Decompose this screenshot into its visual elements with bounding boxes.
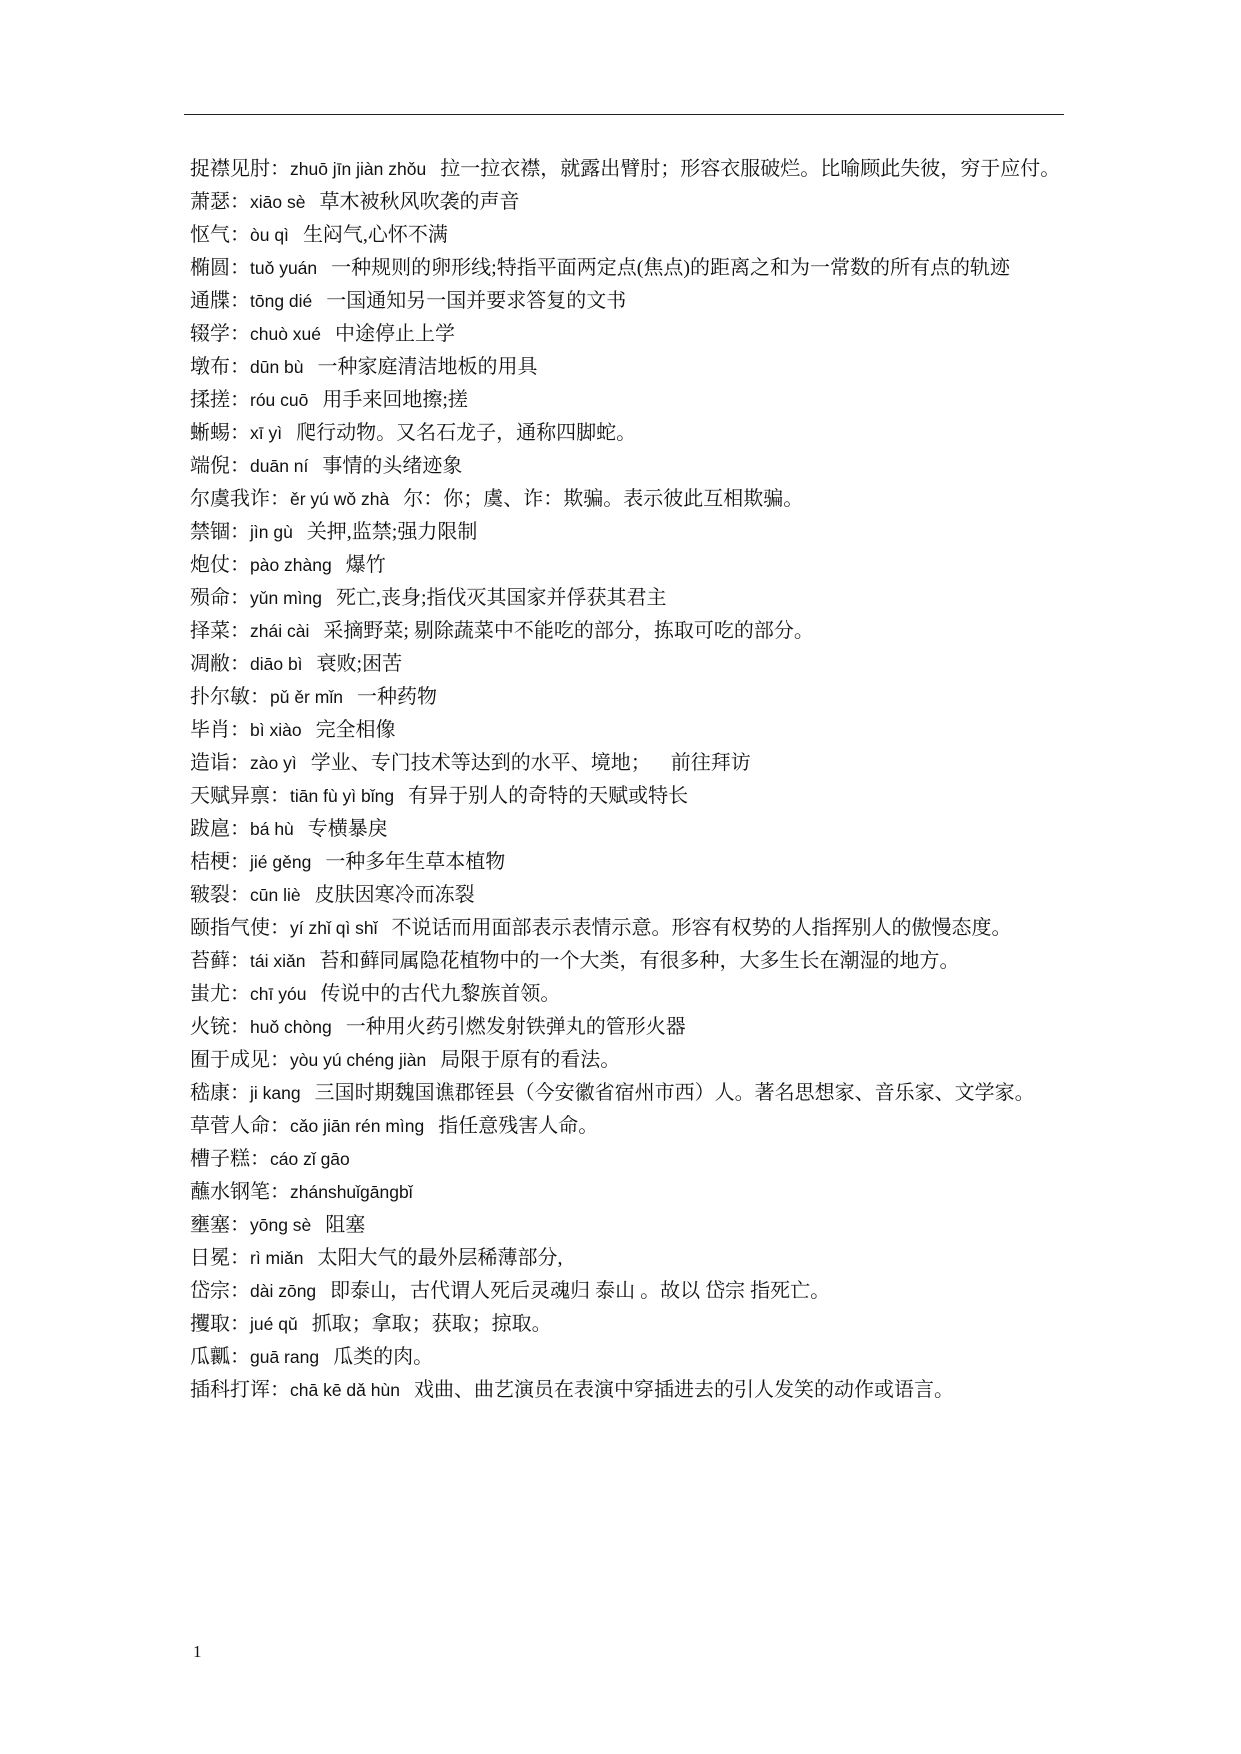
entry-term: 苔藓： [190,950,250,972]
entry-pinyin: cáo zǐ gāo [270,1149,350,1169]
entry-pinyin: róu cuō [250,390,309,410]
entry-pinyin: chī yóu [250,984,307,1004]
glossary-entry [190,1176,1064,1209]
entry-pinyin: òu qì [250,225,289,245]
entry-definition: 一种规则的卵形线;特指平面两定点(焦点)的距离之和为一常数的所有点的轨迹 [331,257,1011,279]
entry-pinyin: pǔ ěr mǐn [270,687,343,707]
entry-pinyin: yòu yú chéng jiàn [290,1050,427,1070]
entry-pinyin: ji kang [250,1083,301,1103]
entry-definition: 完全相像 [315,719,396,741]
glossary-entry [190,1011,1064,1044]
page-number: 1 [193,1642,202,1661]
entry-term: 择菜： [190,620,250,642]
entry-pinyin: chuò xué [250,324,322,344]
entry-term: 捉襟见肘： [190,158,290,180]
entry-term: 辍学： [190,323,250,345]
glossary-entry [190,714,1064,747]
glossary-entry [190,846,1064,879]
glossary-entry [190,219,1064,252]
entry-definition: 不说话而用面部表示表情示意。形容有权势的人指挥别人的傲慢态度。 [391,917,1012,939]
entry-pinyin: yí zhǐ qì shǐ [290,918,378,938]
entry-pinyin: jué qǔ [250,1314,298,1334]
entry-term: 椭圆： [190,257,250,279]
entry-term: 扑尔敏： [190,686,270,708]
entry-definition: 衰败;困苦 [316,653,403,675]
glossary-entry [190,417,1064,450]
glossary-entry [190,318,1064,351]
entry-term: 毕肖： [190,719,250,741]
entry-definition: 中途停止上学 [335,323,456,345]
glossary-entry [190,1275,1064,1308]
entry-term: 插科打诨： [190,1379,290,1401]
entry-term: 槽子糕： [190,1148,270,1170]
entry-definition: 专横暴戾 [307,818,388,840]
entry-definition: 关押,监禁;强力限制 [306,521,478,543]
glossary-entry [190,153,1064,186]
glossary-entry [190,648,1064,681]
glossary-entry [190,1209,1064,1242]
entry-pinyin: yǔn mìng [250,588,322,608]
entry-definition: 拉一拉衣襟，就露出臂肘；形容衣服破烂。比喻顾此失彼，穷于应付。 [440,158,1061,180]
entry-term: 跋扈： [190,818,250,840]
entry-definition: 一种家庭清洁地板的用具 [317,356,538,378]
glossary-entry [190,582,1064,615]
entry-term: 囿于成见： [190,1049,290,1071]
entry-pinyin: tái xiǎn [250,951,306,971]
entry-definition: 瓜类的肉。 [333,1346,434,1368]
entry-definition: 皮肤因寒冷而冻裂 [314,884,475,906]
glossary-entry [190,1242,1064,1275]
entry-pinyin: dài zōng [250,1281,317,1301]
entry-term: 壅塞： [190,1214,250,1236]
entry-definition: 尔：你；虞、诈：欺骗。表示彼此互相欺骗。 [403,488,804,510]
entry-pinyin: rì miǎn [250,1248,304,1268]
glossary-entry [190,615,1064,648]
glossary-entry [190,483,1064,516]
entry-term: 炮仗： [190,554,250,576]
entry-definition: 指任意残害人命。 [438,1115,599,1137]
glossary-entry [190,285,1064,318]
entry-definition: 一国通知另一国并要求答复的文书 [326,290,627,312]
glossary-entry [190,1044,1064,1077]
entry-definition: 死亡,丧身;指伐灭其国家并俘获其君主 [335,587,667,609]
entry-term: 尔虞我诈： [190,488,290,510]
entry-pinyin: duān ní [250,456,309,476]
entry-term: 颐指气使： [190,917,290,939]
entry-pinyin: zhái cài [250,621,310,641]
glossary-entry [190,945,1064,978]
entry-term: 岱宗： [190,1280,250,1302]
entry-definition: 即泰山，古代谓人死后灵魂归 泰山 。故以 岱宗 指死亡。 [330,1280,831,1302]
glossary-entry [190,1143,1064,1176]
entry-term: 皲裂： [190,884,250,906]
entry-term: 瓜瓤： [190,1346,250,1368]
glossary-entry [190,351,1064,384]
glossary-entry [190,879,1064,912]
entry-definition: 有异于别人的奇特的天赋或特长 [408,785,689,807]
entry-definition: 局限于原有的看法。 [440,1049,621,1071]
entry-definition: 抓取；拿取；获取；掠取。 [311,1313,552,1335]
glossary-entry [190,747,1064,780]
entry-definition: 传说中的古代九黎族首领。 [320,983,561,1005]
entry-pinyin: guā rang [250,1347,320,1367]
entry-definition: 生闷气,心怀不满 [302,224,448,246]
glossary-entry [190,912,1064,945]
entry-pinyin: zào yì [250,753,297,773]
entry-pinyin: bá hù [250,819,294,839]
glossary-entry [190,681,1064,714]
entry-definition: 采摘野菜; 剔除蔬菜中不能吃的部分，拣取可吃的部分。 [323,620,814,642]
glossary-entry [190,813,1064,846]
glossary-entry [190,780,1064,813]
entry-term: 草菅人命： [190,1115,290,1137]
entry-pinyin: zhánshuǐgāngbǐ [290,1182,413,1202]
entry-pinyin: chā kē dǎ hùn [290,1380,400,1400]
glossary-entry [190,978,1064,1011]
entry-definition: 事情的头绪迹象 [322,455,463,477]
entry-pinyin: diāo bì [250,654,303,674]
entry-pinyin: ěr yú wǒ zhà [290,489,390,509]
entry-term: 造诣： [190,752,250,774]
glossary-entry [190,549,1064,582]
entry-term: 通牒： [190,290,250,312]
entry-term: 嵇康： [190,1082,250,1104]
entry-definition: 一种多年生草本植物 [325,851,506,873]
entry-pinyin: yōng sè [250,1215,312,1235]
entry-term: 萧瑟： [190,191,250,213]
entry-definition: 用手来回地擦;搓 [322,389,468,411]
entry-pinyin: cūn liè [250,885,301,905]
entry-term: 殒命： [190,587,250,609]
entry-definition: 一种药物 [356,686,437,708]
entry-pinyin: jié gěng [250,852,312,872]
entry-pinyin: xiāo sè [250,192,306,212]
entry-definition: 三国时期魏国谯郡铚县（今安徽省宿州市西）人。著名思想家、音乐家、文学家。 [314,1082,1035,1104]
entry-term: 墩布： [190,356,250,378]
entry-term: 蚩尤： [190,983,250,1005]
entry-pinyin: zhuō jīn jiàn zhǒu [290,159,427,179]
entry-definition: 一种用火药引燃发射铁弹丸的管形火器 [345,1016,686,1038]
entry-term: 天赋异禀： [190,785,290,807]
entry-pinyin: cǎo jiān rén mìng [290,1116,425,1136]
glossary-entry [190,1374,1064,1407]
entry-term: 桔梗： [190,851,250,873]
entry-pinyin: bì xiào [250,720,302,740]
entry-term: 蜥蜴： [190,422,250,444]
entry-term: 攫取： [190,1313,250,1335]
glossary-entry [190,1308,1064,1341]
entry-pinyin: tuǒ yuán [250,258,318,278]
entry-term: 怄气： [190,224,250,246]
entry-pinyin: tiān fù yì bǐng [290,786,395,806]
entry-pinyin: pào zhàng [250,555,332,575]
glossary-list [190,153,1064,1407]
glossary-entry [190,186,1064,219]
entry-definition: 戏曲、曲艺演员在表演中穿插进去的引人发笑的动作或语言。 [413,1379,954,1401]
header-rule [184,114,1064,115]
entry-definition: 爆竹 [345,554,386,576]
glossary-entry [190,1110,1064,1143]
entry-pinyin: jìn gù [250,522,293,542]
glossary-entry [190,1341,1064,1374]
entry-term: 火铳： [190,1016,250,1038]
glossary-entry [190,252,1064,285]
entry-definition: 草木被秋风吹袭的声音 [319,191,520,213]
entry-pinyin: xī yì [250,423,283,443]
entry-pinyin: huǒ chòng [250,1017,332,1037]
entry-term: 端倪： [190,455,250,477]
entry-pinyin: tōng dié [250,291,313,311]
glossary-entry [190,1077,1064,1110]
entry-term: 凋敝： [190,653,250,675]
glossary-entry [190,384,1064,417]
glossary-entry [190,450,1064,483]
entry-term: 禁锢： [190,521,250,543]
entry-definition: 太阳大气的最外层稀薄部分, [317,1247,563,1269]
entry-term: 蘸水钢笔： [190,1181,290,1203]
entry-definition: 爬行动物。又名石龙子，通称四脚蛇。 [296,422,637,444]
glossary-entry [190,516,1064,549]
entry-definition: 阻塞 [325,1214,366,1236]
entry-definition: 苔和藓同属隐花植物中的一个大类，有很多种，大多生长在潮湿的地方。 [319,950,960,972]
entry-term: 揉搓： [190,389,250,411]
entry-pinyin: dūn bù [250,357,304,377]
entry-definition: 学业、专门技术等达到的水平、境地； 前往拜访 [310,752,751,774]
entry-term: 日冕： [190,1247,250,1269]
